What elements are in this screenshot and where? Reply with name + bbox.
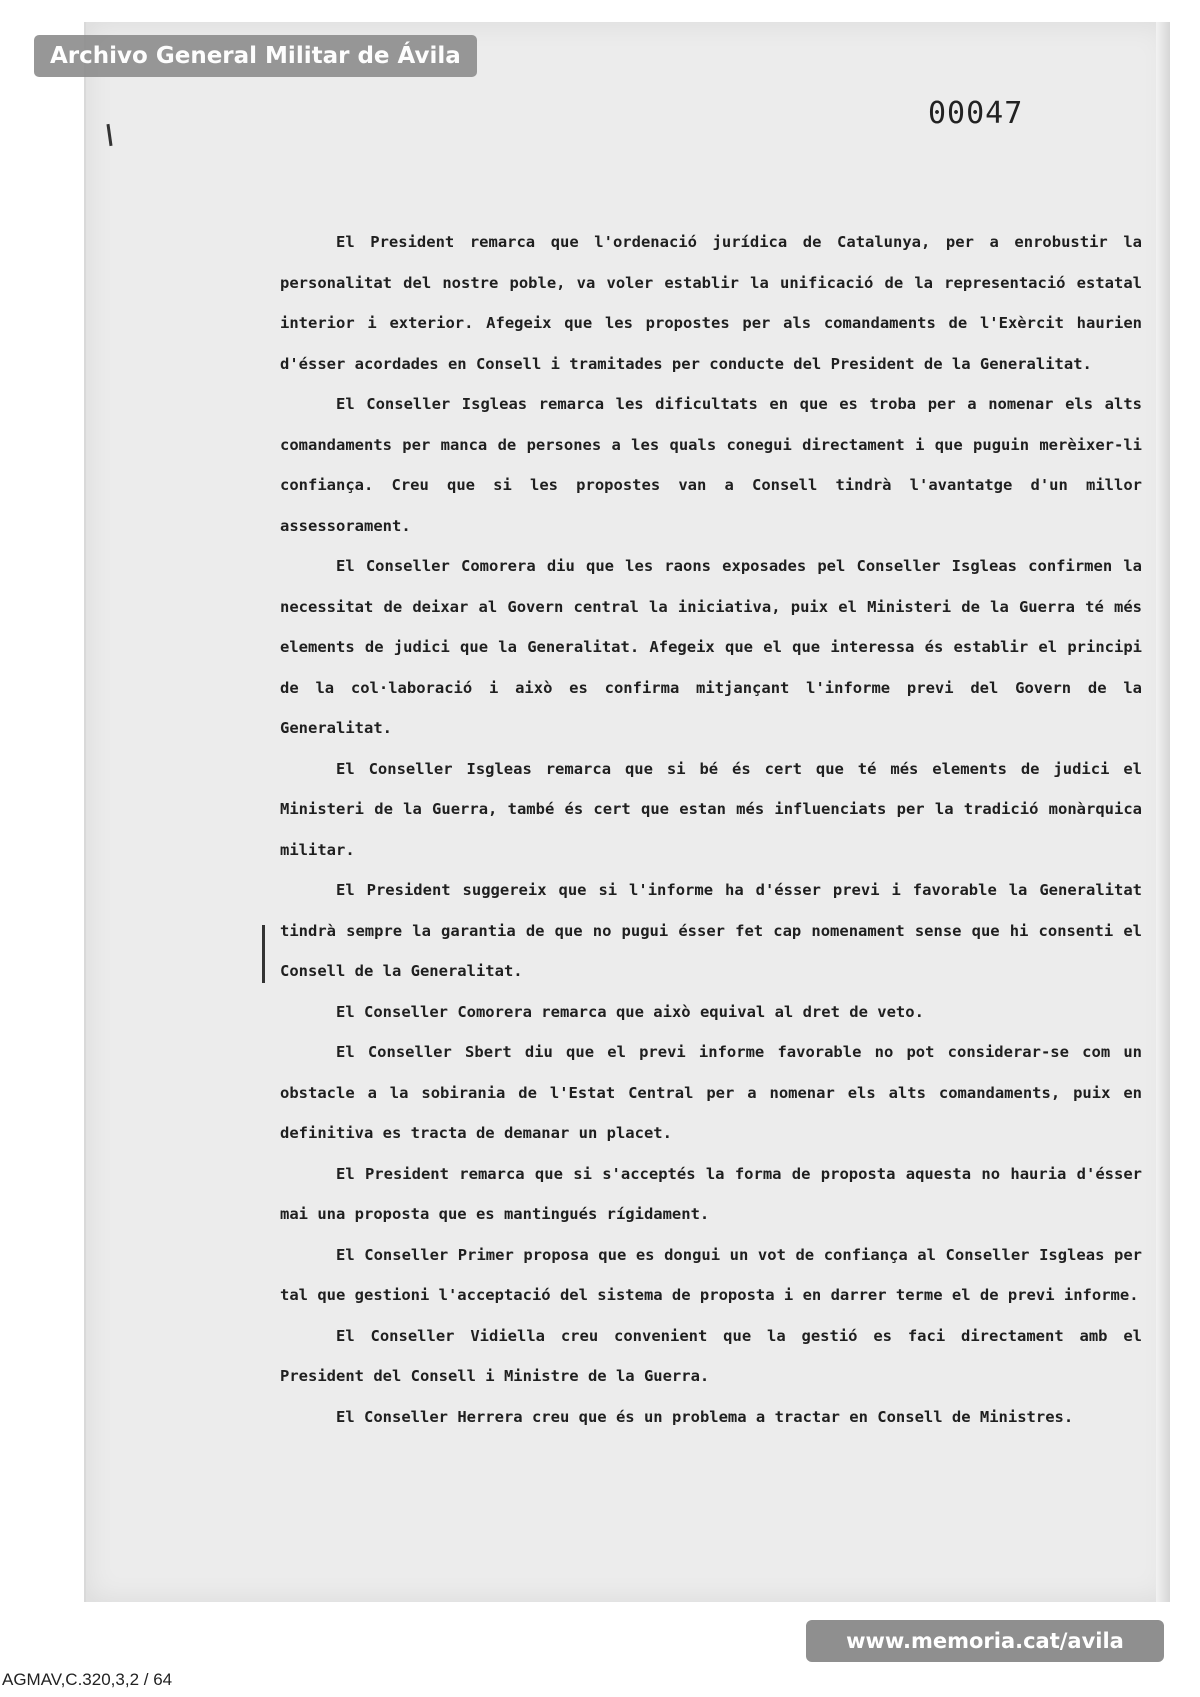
document-body <box>280 222 1142 1437</box>
page-number: 00047 <box>928 96 1024 131</box>
paragraph: El Conseller Vidiella creu convenient que la gestió es faci directament amb el President del Consell i Ministre de la Guerra. <box>280 1326 1142 1385</box>
paragraph: El Conseller Primer proposa que es dongui un vot de confiança al Conseller Isgleas per tal que gestioni l'acceptació del sistema de proposta i en darrer terme el de previ informe. <box>280 1245 1142 1304</box>
paragraph: El Conseller Comorera diu que les raons exposades pel Conseller Isgleas confirmen la necessitat de deixar al Govern central la iniciativa, puix el Ministeri de la Guerra té més elements de judici que la Generalitat. Afegeix que el que interessa és establir el principi de la col·laboració i això es confirma mitjançant l'informe previ del Govern de la Generalitat. <box>280 557 1142 737</box>
paragraph: El Conseller Comorera remarca que això equival al dret de veto. <box>336 1002 924 1021</box>
site-watermark-link[interactable]: www.memoria.cat/avila <box>806 1620 1164 1662</box>
paragraph: El President suggereix que si l'informe ha d'ésser previ i favorable la Generalitat tindrà sempre la garantia de que no pugui ésser fet cap nomenament sense que hi consenti el Consell de la Generalitat. <box>280 881 1142 980</box>
paragraph: El Conseller Isgleas remarca les dificultats en que es troba per a nomenar els alts comandaments per manca de persones a les quals conegui directament i que puguin merèixer-li confiança. Creu que si les propostes van a Consell tindrà l'avantatge d'un millor assessorament. <box>280 395 1142 535</box>
margin-mark <box>262 925 265 983</box>
paragraph: El Conseller Herrera creu que és un problema a tractar en Consell de Ministres. <box>336 1407 1074 1426</box>
paragraph: El Conseller Isgleas remarca que si bé és cert que té més elements de judici el Ministeri de la Guerra, també és cert que estan més influenciats per la tradició monàrquica militar. <box>280 759 1142 859</box>
paragraph: El President remarca que l'ordenació jurídica de Catalunya, per a enrobustir la personalitat del nostre poble, va voler establir la unificació de la representació estatal interior i exterior. Afegeix que les propostes per als comandaments de l'Exèrcit haurien d'ésser acordades en Consell i tramitades per conducte del President de la Generalitat. <box>280 233 1142 373</box>
paragraph: El President remarca que si s'acceptés la forma de proposta aquesta no hauria d'ésser mai una proposta que es mantingués rígidament. <box>280 1164 1142 1223</box>
paragraph: El Conseller Sbert diu que el previ informe favorable no pot considerar-se com un obstacle a la sobirania de l'Estat Central per a nomenar els alts comandaments, puix en definitiva es tracta de demanar un placet. <box>280 1043 1142 1142</box>
archive-watermark: Archivo General Militar de Ávila <box>34 35 477 77</box>
reference-code: AGMAV,C.320,3,2 / 64 <box>2 1670 173 1689</box>
